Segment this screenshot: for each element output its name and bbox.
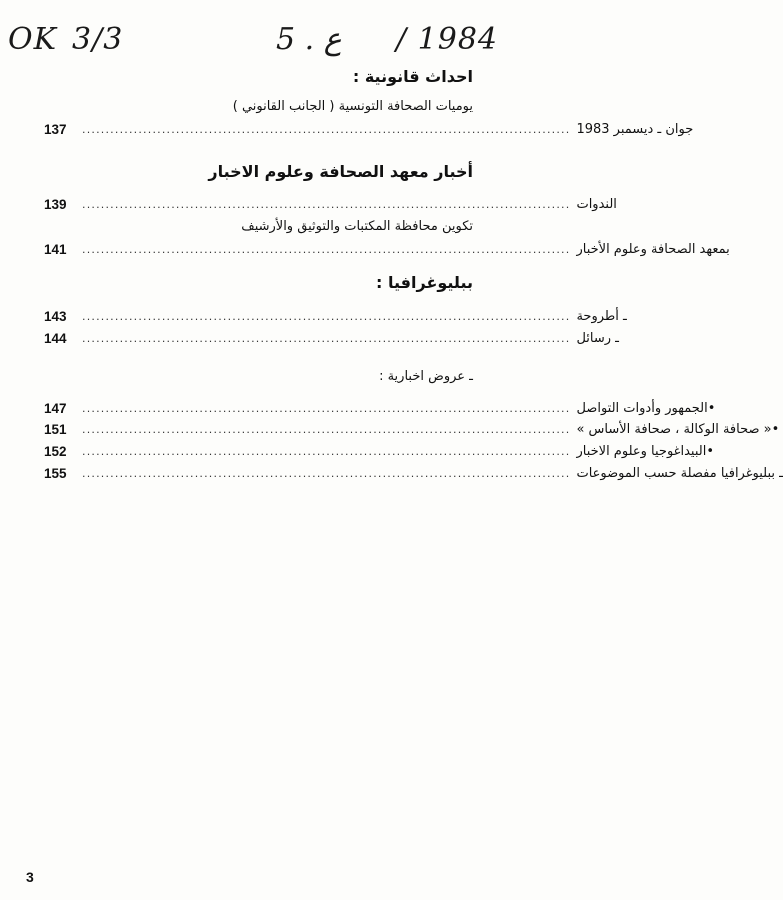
toc-entry-text: ـ ببليوغرافيا مفصلة حسب الموضوعات — [576, 465, 783, 481]
toc-entry-text: ـ أطروحة — [576, 308, 627, 324]
section-title-bibliography: ببليوغرافيا : — [376, 273, 473, 292]
handwritten-fraction: 3/3 — [72, 22, 124, 57]
dot-leader: ........................................................................................................ — [82, 197, 571, 211]
toc-entry — [44, 463, 783, 483]
toc-entry — [44, 441, 715, 461]
dot-leader: ........................................................................................................ — [82, 422, 571, 436]
section-title-institute-news: أخبار معهد الصحافة وعلوم الاخبار — [208, 162, 473, 181]
toc-entry-page: 141 — [44, 241, 67, 257]
toc-entry — [44, 328, 619, 348]
toc-entry-page: 139 — [44, 196, 67, 212]
dot-leader: ........................................................................................................ — [82, 242, 571, 256]
toc-entry-text: جوان ـ ديسمبر 1983 — [576, 121, 694, 137]
dot-leader: ........................................................................................................ — [82, 444, 571, 458]
toc-entry-page: 137 — [44, 121, 67, 137]
dot-leader: ........................................................................................................ — [82, 331, 571, 345]
dot-leader: ........................................................................................................ — [82, 401, 571, 415]
toc-entry-text: بمعهد الصحافة وعلوم الأخبار — [576, 241, 730, 257]
toc-entry-page: 147 — [44, 400, 67, 416]
toc-entry-page: 155 — [44, 465, 67, 481]
toc-entry-text: •« صحافة الوكالة ، صحافة الأساس » — [576, 421, 780, 437]
toc-entry — [44, 306, 627, 326]
toc-entry-text: يوميات الصحافة التونسية ( الجانب القانوني ) — [232, 99, 473, 114]
dot-leader: ........................................................................................................ — [82, 122, 571, 136]
section-title-legal-events: احداث قانونية : — [352, 67, 473, 86]
toc-entry-text: •الجمهور وأدوات التواصل — [576, 400, 716, 416]
toc-entry-text: الندوات — [576, 196, 617, 212]
handwritten-year: / 1984 — [396, 22, 498, 57]
toc-entry-page: 152 — [44, 443, 67, 459]
toc-entry — [44, 239, 730, 259]
toc-entry-page: 143 — [44, 308, 67, 324]
toc-entry — [44, 419, 780, 439]
toc-entry-text: ـ عروض اخبارية : — [379, 369, 473, 384]
toc-entry-text: تكوين محافظة المكتبات والتوثيق والأرشيف — [241, 219, 473, 234]
dot-leader: ........................................................................................................ — [82, 309, 571, 323]
dot-leader: ........................................................................................................ — [82, 466, 571, 480]
toc-entry-text: •البيداغوجيا وعلوم الاخبار — [576, 443, 715, 459]
toc-entry-text: ـ رسائل — [576, 330, 619, 346]
toc-entry-page: 151 — [44, 421, 67, 437]
toc-entry — [44, 194, 617, 214]
toc-entry — [44, 119, 694, 139]
toc-entry-page: 144 — [44, 330, 67, 346]
handwritten-code: 5 . ع — [276, 22, 342, 57]
toc-entry — [44, 398, 716, 418]
handwritten-ok: OK — [8, 22, 58, 57]
page-number: 3 — [26, 869, 34, 885]
